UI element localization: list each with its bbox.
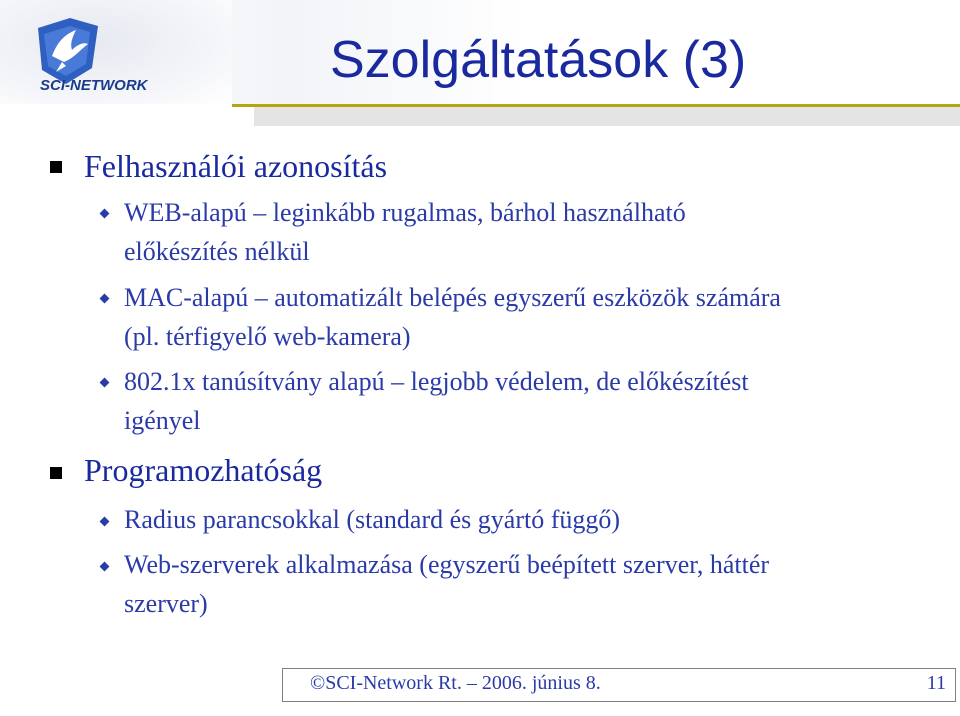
logo <box>0 0 232 104</box>
logo-wordmark: SCI-NETWORK <box>40 77 148 94</box>
list-item-line: Web-szerverek alkalmazása (egyszerű beépített szerver, háttér <box>124 550 770 579</box>
section-heading: Programozhatóság <box>84 452 323 488</box>
diamond-bullet-icon <box>100 517 110 527</box>
diamond-bullet-icon <box>100 294 110 304</box>
list-item-line: szerver) <box>124 589 208 618</box>
section-heading: Felhasználói azonosítás <box>84 148 388 184</box>
page-title: Szolgáltatások (3) <box>330 31 747 89</box>
footer-copyright: ©SCI-Network Rt. – 2006. június 8. <box>310 672 601 694</box>
title-shadow-bar <box>254 104 960 126</box>
list-item-line: 802.1x tanúsítvány alapú – legjobb védelem, de előkészítést <box>124 367 749 396</box>
list-item-line: Radius parancsokkal (standard és gyártó függő) <box>124 505 621 534</box>
page-number: 11 <box>926 672 946 694</box>
list-item-line: WEB-alapú – leginkább rugalmas, bárhol használható <box>124 198 686 227</box>
list-item-line: előkészítés nélkül <box>124 237 310 266</box>
list-item-line: (pl. térfigyelő web-kamera) <box>124 322 411 351</box>
diamond-bullet-icon <box>100 378 110 388</box>
square-bullet-icon <box>50 467 62 479</box>
title-rule <box>232 104 960 107</box>
diamond-bullet-icon <box>100 209 110 219</box>
square-bullet-icon <box>50 161 62 173</box>
list-item-line: igényel <box>124 406 201 435</box>
diamond-bullet-icon <box>100 562 110 572</box>
list-item-line: MAC-alapú – automatizált belépés egyszerű eszközök számára <box>124 283 781 312</box>
